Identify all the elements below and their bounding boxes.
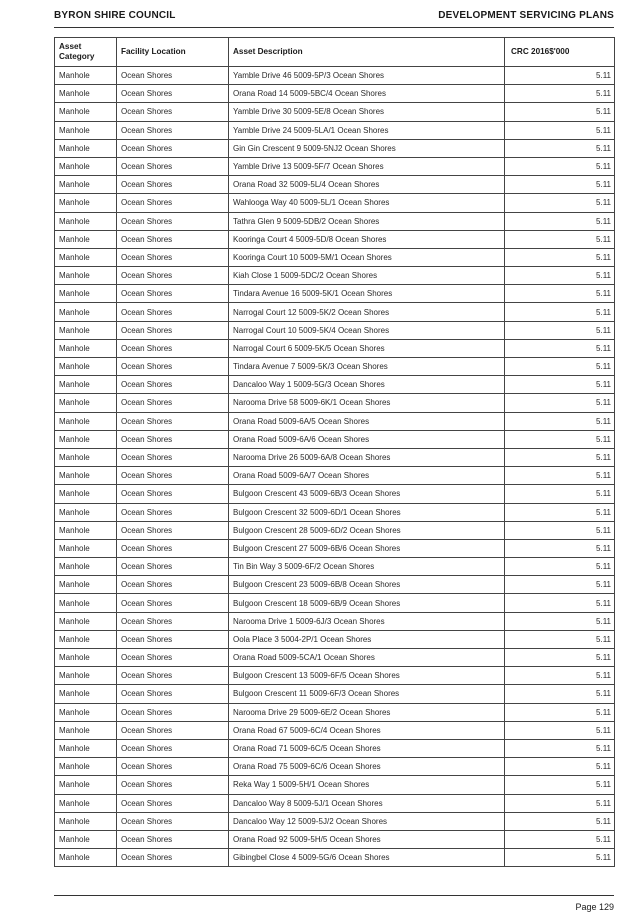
facility-location-cell: Ocean Shores xyxy=(117,267,229,285)
asset-category-cell: Manhole xyxy=(55,212,117,230)
asset-description-cell: Bulgoon Crescent 13 5009-6F/5 Ocean Shores xyxy=(229,667,505,685)
table-row xyxy=(55,630,615,648)
table-row xyxy=(55,794,615,812)
table-row xyxy=(55,212,615,230)
asset-category-cell: Manhole xyxy=(55,503,117,521)
facility-location-cell: Ocean Shores xyxy=(117,739,229,757)
crc-value-cell: 5.11 xyxy=(505,339,615,357)
crc-value-cell: 5.11 xyxy=(505,612,615,630)
table-row xyxy=(55,758,615,776)
crc-value-cell: 5.11 xyxy=(505,303,615,321)
asset-category-cell: Manhole xyxy=(55,667,117,685)
crc-value-cell: 5.11 xyxy=(505,194,615,212)
facility-location-cell: Ocean Shores xyxy=(117,503,229,521)
asset-description-cell: Tathra Glen 9 5009-5DB/2 Ocean Shores xyxy=(229,212,505,230)
crc-value-cell: 5.11 xyxy=(505,139,615,157)
table-row xyxy=(55,703,615,721)
facility-location-cell: Ocean Shores xyxy=(117,776,229,794)
table-row xyxy=(55,194,615,212)
asset-description-cell: Bulgoon Crescent 28 5009-6D/2 Ocean Shores xyxy=(229,521,505,539)
crc-value-cell: 5.11 xyxy=(505,776,615,794)
facility-location-cell: Ocean Shores xyxy=(117,448,229,466)
asset-category-cell: Manhole xyxy=(55,339,117,357)
crc-value-cell: 5.11 xyxy=(505,212,615,230)
facility-location-cell: Ocean Shores xyxy=(117,103,229,121)
facility-location-cell: Ocean Shores xyxy=(117,830,229,848)
footer-rule xyxy=(54,895,614,896)
asset-category-cell: Manhole xyxy=(55,594,117,612)
facility-location-cell: Ocean Shores xyxy=(117,430,229,448)
crc-value-cell: 5.11 xyxy=(505,103,615,121)
facility-location-cell: Ocean Shores xyxy=(117,67,229,85)
asset-description-cell: Dancaloo Way 12 5009-5J/2 Ocean Shores xyxy=(229,812,505,830)
crc-value-cell: 5.11 xyxy=(505,721,615,739)
asset-category-cell: Manhole xyxy=(55,830,117,848)
facility-location-cell: Ocean Shores xyxy=(117,485,229,503)
table-row xyxy=(55,521,615,539)
column-header-asset-category: Asset Category xyxy=(55,38,117,67)
table-row xyxy=(55,612,615,630)
facility-location-cell: Ocean Shores xyxy=(117,521,229,539)
table-row xyxy=(55,339,615,357)
crc-value-cell: 5.11 xyxy=(505,667,615,685)
facility-location-cell: Ocean Shores xyxy=(117,121,229,139)
asset-description-cell: Tin Bin Way 3 5009-6F/2 Ocean Shores xyxy=(229,558,505,576)
crc-value-cell: 5.11 xyxy=(505,248,615,266)
asset-description-cell: Narooma Drive 29 5009-6E/2 Ocean Shores xyxy=(229,703,505,721)
asset-description-cell: Orana Road 67 5009-6C/4 Ocean Shores xyxy=(229,721,505,739)
facility-location-cell: Ocean Shores xyxy=(117,194,229,212)
asset-description-cell: Tindara Avenue 16 5009-5K/1 Ocean Shores xyxy=(229,285,505,303)
asset-category-cell: Manhole xyxy=(55,776,117,794)
crc-value-cell: 5.11 xyxy=(505,558,615,576)
table-row xyxy=(55,849,615,867)
asset-description-cell: Kiah Close 1 5009-5DC/2 Ocean Shores xyxy=(229,267,505,285)
table-header-row xyxy=(55,38,615,67)
asset-category-cell: Manhole xyxy=(55,267,117,285)
facility-location-cell: Ocean Shores xyxy=(117,721,229,739)
crc-value-cell: 5.11 xyxy=(505,467,615,485)
crc-value-cell: 5.11 xyxy=(505,394,615,412)
table-row xyxy=(55,503,615,521)
asset-description-cell: Gibingbel Close 4 5009-5G/6 Ocean Shores xyxy=(229,849,505,867)
asset-description-cell: Tindara Avenue 7 5009-5K/3 Ocean Shores xyxy=(229,358,505,376)
facility-location-cell: Ocean Shores xyxy=(117,558,229,576)
crc-value-cell: 5.11 xyxy=(505,576,615,594)
table-row xyxy=(55,776,615,794)
crc-value-cell: 5.11 xyxy=(505,230,615,248)
council-name: BYRON SHIRE COUNCIL xyxy=(54,10,176,21)
asset-description-cell: Kooringa Court 10 5009-5M/1 Ocean Shores xyxy=(229,248,505,266)
asset-description-cell: Reka Way 1 5009-5H/1 Ocean Shores xyxy=(229,776,505,794)
crc-value-cell: 5.11 xyxy=(505,812,615,830)
asset-table xyxy=(54,37,615,867)
asset-category-cell: Manhole xyxy=(55,194,117,212)
asset-category-cell: Manhole xyxy=(55,812,117,830)
asset-category-cell: Manhole xyxy=(55,758,117,776)
crc-value-cell: 5.11 xyxy=(505,358,615,376)
table-row xyxy=(55,157,615,175)
crc-value-cell: 5.11 xyxy=(505,485,615,503)
crc-value-cell: 5.11 xyxy=(505,830,615,848)
asset-category-cell: Manhole xyxy=(55,285,117,303)
asset-category-cell: Manhole xyxy=(55,539,117,557)
asset-description-cell: Narooma Drive 26 5009-6A/8 Ocean Shores xyxy=(229,448,505,466)
asset-category-cell: Manhole xyxy=(55,85,117,103)
table-row xyxy=(55,176,615,194)
asset-description-cell: Yamble Drive 13 5009-5F/7 Ocean Shores xyxy=(229,157,505,175)
crc-value-cell: 5.11 xyxy=(505,157,615,175)
asset-description-cell: Narrogal Court 10 5009-5K/4 Ocean Shores xyxy=(229,321,505,339)
asset-category-cell: Manhole xyxy=(55,467,117,485)
column-header-crc: CRC 2016$'000 xyxy=(505,38,615,67)
asset-category-cell: Manhole xyxy=(55,521,117,539)
crc-value-cell: 5.11 xyxy=(505,121,615,139)
table-row xyxy=(55,103,615,121)
facility-location-cell: Ocean Shores xyxy=(117,394,229,412)
asset-description-cell: Orana Road 71 5009-6C/5 Ocean Shores xyxy=(229,739,505,757)
asset-category-cell: Manhole xyxy=(55,394,117,412)
facility-location-cell: Ocean Shores xyxy=(117,630,229,648)
asset-category-cell: Manhole xyxy=(55,685,117,703)
asset-category-cell: Manhole xyxy=(55,739,117,757)
crc-value-cell: 5.11 xyxy=(505,85,615,103)
facility-location-cell: Ocean Shores xyxy=(117,85,229,103)
facility-location-cell: Ocean Shores xyxy=(117,612,229,630)
document-title: DEVELOPMENT SERVICING PLANS xyxy=(438,10,614,21)
asset-description-cell: Narrogal Court 6 5009-5K/5 Ocean Shores xyxy=(229,339,505,357)
asset-category-cell: Manhole xyxy=(55,412,117,430)
table-row xyxy=(55,267,615,285)
crc-value-cell: 5.11 xyxy=(505,376,615,394)
asset-category-cell: Manhole xyxy=(55,358,117,376)
asset-description-cell: Narooma Drive 1 5009-6J/3 Ocean Shores xyxy=(229,612,505,630)
table-row xyxy=(55,121,615,139)
facility-location-cell: Ocean Shores xyxy=(117,212,229,230)
facility-location-cell: Ocean Shores xyxy=(117,467,229,485)
facility-location-cell: Ocean Shores xyxy=(117,139,229,157)
asset-category-cell: Manhole xyxy=(55,448,117,466)
asset-description-cell: Orana Road 5009-6A/5 Ocean Shores xyxy=(229,412,505,430)
asset-description-cell: Kooringa Court 4 5009-5D/8 Ocean Shores xyxy=(229,230,505,248)
asset-description-cell: Bulgoon Crescent 32 5009-6D/1 Ocean Shores xyxy=(229,503,505,521)
crc-value-cell: 5.11 xyxy=(505,285,615,303)
facility-location-cell: Ocean Shores xyxy=(117,539,229,557)
asset-description-cell: Yamble Drive 46 5009-5P/3 Ocean Shores xyxy=(229,67,505,85)
asset-category-cell: Manhole xyxy=(55,248,117,266)
table-row xyxy=(55,812,615,830)
facility-location-cell: Ocean Shores xyxy=(117,176,229,194)
asset-category-cell: Manhole xyxy=(55,576,117,594)
facility-location-cell: Ocean Shores xyxy=(117,667,229,685)
crc-value-cell: 5.11 xyxy=(505,321,615,339)
facility-location-cell: Ocean Shores xyxy=(117,685,229,703)
crc-value-cell: 5.11 xyxy=(505,630,615,648)
asset-category-cell: Manhole xyxy=(55,485,117,503)
crc-value-cell: 5.11 xyxy=(505,649,615,667)
asset-description-cell: Dancaloo Way 1 5009-5G/3 Ocean Shores xyxy=(229,376,505,394)
column-header-facility-location: Facility Location xyxy=(117,38,229,67)
facility-location-cell: Ocean Shores xyxy=(117,794,229,812)
asset-description-cell: Wahlooga Way 40 5009-5L/1 Ocean Shores xyxy=(229,194,505,212)
asset-category-cell: Manhole xyxy=(55,103,117,121)
table-row xyxy=(55,685,615,703)
table-body xyxy=(55,67,615,867)
asset-description-cell: Orana Road 32 5009-5L/4 Ocean Shores xyxy=(229,176,505,194)
asset-description-cell: Bulgoon Crescent 11 5009-6F/3 Ocean Shores xyxy=(229,685,505,703)
asset-category-cell: Manhole xyxy=(55,430,117,448)
table-row xyxy=(55,358,615,376)
table-row xyxy=(55,467,615,485)
crc-value-cell: 5.11 xyxy=(505,539,615,557)
asset-description-cell: Yamble Drive 30 5009-5E/8 Ocean Shores xyxy=(229,103,505,121)
asset-category-cell: Manhole xyxy=(55,703,117,721)
table-row xyxy=(55,739,615,757)
crc-value-cell: 5.11 xyxy=(505,758,615,776)
crc-value-cell: 5.11 xyxy=(505,685,615,703)
facility-location-cell: Ocean Shores xyxy=(117,576,229,594)
asset-description-cell: Bulgoon Crescent 27 5009-6B/6 Ocean Shores xyxy=(229,539,505,557)
asset-category-cell: Manhole xyxy=(55,721,117,739)
asset-description-cell: Narooma Drive 58 5009-6K/1 Ocean Shores xyxy=(229,394,505,412)
crc-value-cell: 5.11 xyxy=(505,849,615,867)
table-row xyxy=(55,558,615,576)
asset-category-cell: Manhole xyxy=(55,558,117,576)
facility-location-cell: Ocean Shores xyxy=(117,248,229,266)
table-row xyxy=(55,285,615,303)
facility-location-cell: Ocean Shores xyxy=(117,358,229,376)
asset-category-cell: Manhole xyxy=(55,230,117,248)
crc-value-cell: 5.11 xyxy=(505,448,615,466)
asset-description-cell: Bulgoon Crescent 43 5009-6B/3 Ocean Shores xyxy=(229,485,505,503)
table-row xyxy=(55,303,615,321)
table-row xyxy=(55,539,615,557)
crc-value-cell: 5.11 xyxy=(505,794,615,812)
asset-category-cell: Manhole xyxy=(55,376,117,394)
table-row xyxy=(55,85,615,103)
asset-description-cell: Narrogal Court 12 5009-5K/2 Ocean Shores xyxy=(229,303,505,321)
asset-description-cell: Orana Road 92 5009-5H/5 Ocean Shores xyxy=(229,830,505,848)
table-row xyxy=(55,721,615,739)
column-header-asset-description: Asset Description xyxy=(229,38,505,67)
table-row xyxy=(55,139,615,157)
crc-value-cell: 5.11 xyxy=(505,521,615,539)
header-rule xyxy=(54,27,614,28)
facility-location-cell: Ocean Shores xyxy=(117,703,229,721)
crc-value-cell: 5.11 xyxy=(505,594,615,612)
asset-category-cell: Manhole xyxy=(55,139,117,157)
crc-value-cell: 5.11 xyxy=(505,739,615,757)
table-row xyxy=(55,394,615,412)
table-row xyxy=(55,594,615,612)
facility-location-cell: Ocean Shores xyxy=(117,812,229,830)
asset-description-cell: Orana Road 5009-5CA/1 Ocean Shores xyxy=(229,649,505,667)
asset-description-cell: Orana Road 75 5009-6C/6 Ocean Shores xyxy=(229,758,505,776)
table-row xyxy=(55,649,615,667)
table-row xyxy=(55,830,615,848)
asset-description-cell: Dancaloo Way 8 5009-5J/1 Ocean Shores xyxy=(229,794,505,812)
facility-location-cell: Ocean Shores xyxy=(117,339,229,357)
table-row xyxy=(55,485,615,503)
table-row xyxy=(55,321,615,339)
facility-location-cell: Ocean Shores xyxy=(117,412,229,430)
asset-description-cell: Bulgoon Crescent 23 5009-6B/8 Ocean Shores xyxy=(229,576,505,594)
asset-description-cell: Bulgoon Crescent 18 5009-6B/9 Ocean Shores xyxy=(229,594,505,612)
crc-value-cell: 5.11 xyxy=(505,503,615,521)
asset-category-cell: Manhole xyxy=(55,794,117,812)
asset-category-cell: Manhole xyxy=(55,303,117,321)
crc-value-cell: 5.11 xyxy=(505,703,615,721)
table-row xyxy=(55,230,615,248)
asset-description-cell: Orana Road 14 5009-5BC/4 Ocean Shores xyxy=(229,85,505,103)
facility-location-cell: Ocean Shores xyxy=(117,157,229,175)
asset-category-cell: Manhole xyxy=(55,157,117,175)
asset-category-cell: Manhole xyxy=(55,121,117,139)
facility-location-cell: Ocean Shores xyxy=(117,849,229,867)
asset-description-cell: Orana Road 5009-6A/7 Ocean Shores xyxy=(229,467,505,485)
asset-category-cell: Manhole xyxy=(55,612,117,630)
asset-category-cell: Manhole xyxy=(55,176,117,194)
asset-description-cell: Gin Gin Crescent 9 5009-5NJ2 Ocean Shores xyxy=(229,139,505,157)
table-row xyxy=(55,430,615,448)
asset-category-cell: Manhole xyxy=(55,649,117,667)
facility-location-cell: Ocean Shores xyxy=(117,649,229,667)
asset-category-cell: Manhole xyxy=(55,849,117,867)
facility-location-cell: Ocean Shores xyxy=(117,321,229,339)
asset-category-cell: Manhole xyxy=(55,67,117,85)
table-row xyxy=(55,448,615,466)
asset-description-cell: Yamble Drive 24 5009-5LA/1 Ocean Shores xyxy=(229,121,505,139)
crc-value-cell: 5.11 xyxy=(505,412,615,430)
table-row xyxy=(55,667,615,685)
crc-value-cell: 5.11 xyxy=(505,267,615,285)
crc-value-cell: 5.11 xyxy=(505,67,615,85)
asset-description-cell: Oola Place 3 5004-2P/1 Ocean Shores xyxy=(229,630,505,648)
table-row xyxy=(55,412,615,430)
facility-location-cell: Ocean Shores xyxy=(117,303,229,321)
asset-category-cell: Manhole xyxy=(55,321,117,339)
asset-category-cell: Manhole xyxy=(55,630,117,648)
facility-location-cell: Ocean Shores xyxy=(117,594,229,612)
asset-description-cell: Orana Road 5009-6A/6 Ocean Shores xyxy=(229,430,505,448)
table-row xyxy=(55,67,615,85)
facility-location-cell: Ocean Shores xyxy=(117,230,229,248)
table-row xyxy=(55,248,615,266)
facility-location-cell: Ocean Shores xyxy=(117,285,229,303)
crc-value-cell: 5.11 xyxy=(505,430,615,448)
table-row xyxy=(55,376,615,394)
crc-value-cell: 5.11 xyxy=(505,176,615,194)
facility-location-cell: Ocean Shores xyxy=(117,758,229,776)
page-number: Page 129 xyxy=(575,902,614,912)
facility-location-cell: Ocean Shores xyxy=(117,376,229,394)
table-row xyxy=(55,576,615,594)
